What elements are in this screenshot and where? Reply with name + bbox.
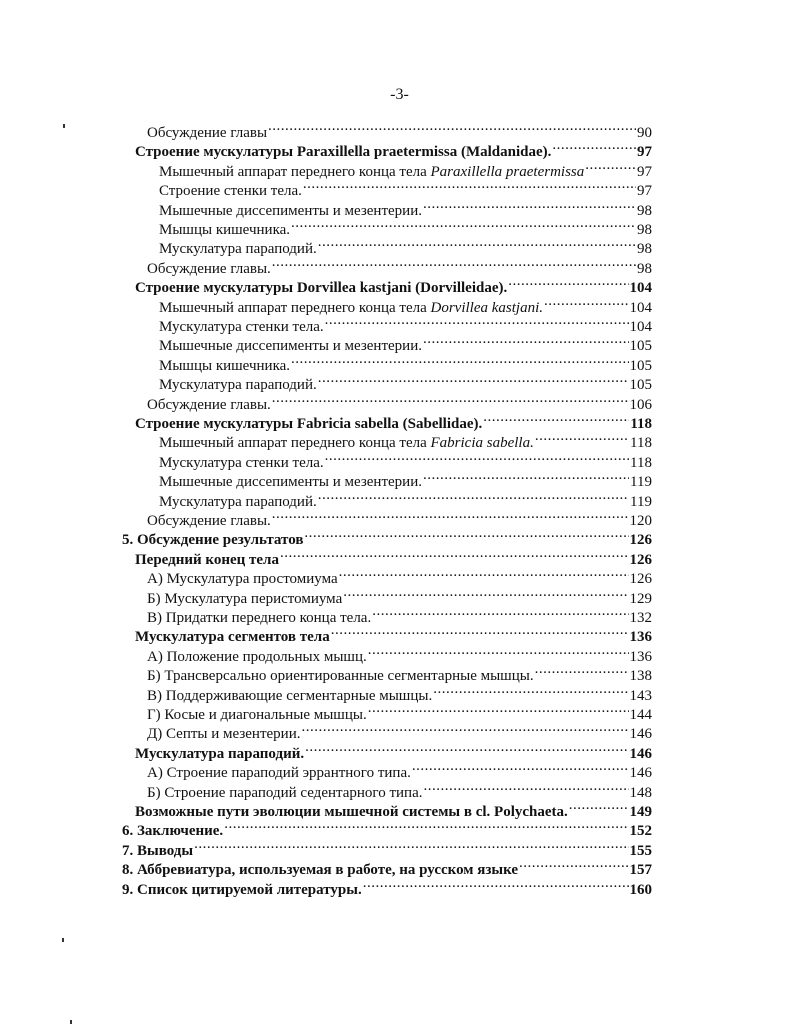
toc-entry-title: В) Придатки переднего конца тела. [147,610,372,626]
toc-entry [135,408,652,432]
toc-leader-dots [318,233,636,253]
toc-leader-dots [301,718,628,738]
toc-entry-page: 105 [629,357,652,374]
toc-entry-page: 160 [629,881,652,898]
toc-entry [159,156,652,180]
toc-leader-dots [325,447,629,467]
toc-entry-page: 104 [629,299,652,316]
toc-entry-title: Мышцы кишечника. [159,357,291,374]
toc-entry-title: Строение мускулатуры Fabricia sabella (Sabellidae). [135,416,483,432]
toc-entry-title: Б) Трансверсально ориентированные сегментарные мышцы. [147,668,534,685]
toc-entry-page: 119 [630,474,652,491]
toc-entry-title: А) Строение параподий эррантного типа. [147,765,411,782]
toc-entry-title: Мускулатура параподий. [159,241,317,258]
toc-entry-title: 6. Заключение. [122,823,224,840]
toc-entry-title: А) Мускулатура простомиума [147,571,338,588]
toc-entry-page: 97 [637,163,652,180]
toc-entry [147,777,652,801]
toc-leader-dots [343,583,628,603]
toc-leader-dots [423,777,628,797]
scan-speck [70,1020,72,1024]
toc-entry-page: 144 [629,707,652,723]
toc-leader-dots [339,563,629,583]
toc-leader-dots [585,156,636,176]
toc-entry-page: 98 [637,222,652,238]
toc-entry-title: 9. Список цитируемой литературы. [122,881,362,898]
toc-entry [147,563,652,588]
toc-entry [147,389,652,413]
toc-entry-title: Возможные пути эволюции мышечной системы в cl. Polychaeta. [135,804,568,820]
toc-entry [135,796,652,820]
toc-entry [159,486,652,510]
toc-entry-page: 126 [629,571,652,588]
toc-entry-page: 149 [629,804,652,820]
toc-entry-page: 98 [637,241,652,258]
toc-entry [147,602,652,626]
toc-leader-dots [280,544,629,564]
toc-entry [122,874,652,898]
toc-entry-page: 104 [629,319,652,335]
toc-entry [159,330,652,355]
toc-entry [135,544,652,568]
toc-entry-page: 138 [629,668,652,685]
toc-leader-dots [303,175,636,195]
toc-entry-page: 148 [629,784,652,801]
toc-entry [159,466,652,491]
toc-entry [122,835,652,859]
toc-leader-dots [372,602,628,622]
toc-entry-title: Строение мускулатуры Dorvillea kastjani (Dorvilleidae). [135,280,508,297]
toc-leader-dots [368,641,629,661]
toc-leader-dots [304,524,628,544]
toc-entry-page: 106 [629,396,652,413]
toc-entry-title: Мускулатура стенки тела. [159,319,324,335]
toc-entry-title: В) Поддерживающие сегментарные мышцы. [147,687,433,704]
toc-leader-dots [272,505,629,525]
toc-entry-title: 5. Обсуждение результатов [122,532,304,549]
toc-entry-page: 98 [637,202,652,219]
toc-entry [159,369,652,394]
toc-entry-page: 136 [629,648,652,665]
toc-entry [159,447,652,471]
toc-entry [147,117,652,141]
toc-entry [159,214,652,238]
toc-leader-dots [423,195,636,215]
toc-entry-page: 126 [629,532,652,549]
toc-leader-dots [412,757,629,777]
toc-entry [159,311,652,335]
toc-entry [159,292,652,316]
toc-entry-title: Строение мускулатуры Paraxillella praetermissa (Maldanidae). [135,144,552,161]
toc-entry [159,427,652,452]
toc-entry [159,175,652,200]
toc-entry-page: 118 [630,454,652,471]
toc-entry-title: Мышечные диссепименты и мезентерии. [159,202,422,219]
toc-leader-dots [552,136,636,156]
toc-entry [147,680,652,704]
toc-entry-title: Обсуждение главы. [147,513,271,529]
toc-entry-title: Мышечные диссепименты и мезентерии. [159,474,422,491]
toc-leader-dots [272,389,629,409]
toc-leader-dots [224,815,628,835]
toc-entry-title: 8. Аббревиатура, используемая в работе, на русском языке [122,862,519,879]
toc-entry-title: Обсуждение главы. [147,260,271,277]
toc-entry [147,699,652,723]
toc-entry-page: 97 [637,144,652,161]
toc-leader-dots [368,699,629,719]
toc-entry-page: 146 [629,745,652,762]
toc-entry [147,718,652,743]
toc-entry-page: 105 [629,338,652,355]
toc-entry-page: 90 [637,125,652,141]
toc-entry-page: 105 [629,377,652,394]
toc-leader-dots [272,253,636,273]
toc-leader-dots [318,369,629,389]
toc-leader-dots [291,214,636,234]
toc-entry-page: 120 [629,513,652,529]
toc-entry [122,854,652,879]
toc-entry-page: 97 [637,183,652,200]
toc-entry [122,815,652,840]
toc-leader-dots [194,835,628,855]
toc-entry [147,660,652,685]
toc-entry [135,621,652,646]
toc-entry-page: 118 [630,435,652,452]
toc-entry-title: Мускулатура параподий. [159,377,317,394]
toc-leader-dots [544,292,628,312]
toc-entry-title: Д) Септы и мезентерии. [147,726,301,743]
toc-entry-page: 118 [630,416,652,432]
toc-entry [122,524,652,549]
toc-entry-page: 104 [629,280,652,297]
toc-entry-page: 98 [637,260,652,277]
toc-entry-title: Передний конец тела [135,551,279,568]
toc-entry [159,350,652,374]
toc-entry-title: Мускулатура параподий. [135,745,305,762]
scan-speck [62,938,64,942]
toc-leader-dots [535,427,629,447]
toc-leader-dots [483,408,629,428]
scan-speck [63,124,65,128]
toc-entry [147,505,652,529]
toc-entry-title: Обсуждение главы. [147,396,271,413]
toc-entry [159,233,652,258]
toc-leader-dots [423,466,629,486]
toc-entry-page: 119 [630,493,652,510]
toc-leader-dots [535,660,629,680]
toc-entry [147,583,652,607]
toc-entry-page: 132 [629,610,652,626]
toc-leader-dots [519,854,628,874]
toc-entry-title: Мускулатура параподий. [159,493,317,510]
toc-leader-dots [268,117,636,137]
toc-entry-page: 126 [629,551,652,568]
toc-leader-dots [569,796,629,816]
toc-entry-title: Мышечные диссепименты и мезентерии. [159,338,422,355]
toc-leader-dots [325,311,629,331]
toc-entry-title: Мышечный аппарат переднего конца тела Dorvillea kastjani. [159,299,544,316]
toc-entry-title: Строение стенки тела. [159,183,302,200]
toc-entry-page: 157 [629,862,652,879]
toc-entry-title: Мышцы кишечника. [159,222,291,238]
toc-entry-page: 146 [629,765,652,782]
toc-leader-dots [423,330,629,350]
toc-entry-page: 129 [629,590,652,607]
toc-entry-page: 143 [629,687,652,704]
toc-leader-dots [318,486,629,506]
toc-leader-dots [363,874,629,894]
toc-entry-page: 155 [629,842,652,859]
toc-leader-dots [331,621,629,641]
toc-entry-title: Мышечный аппарат переднего конца тела Fabricia sabella. [159,435,534,452]
toc-leader-dots [305,738,628,758]
toc-leader-dots [508,272,628,292]
toc-entry-title: Б) Строение параподий седентарного типа. [147,784,423,801]
toc-leader-dots [291,350,628,370]
toc-entry [135,272,652,297]
toc-leader-dots [433,680,628,700]
toc-entry-title: Мускулатура сегментов тела [135,629,330,646]
toc-entry-page: 136 [629,629,652,646]
toc-entry [159,195,652,219]
toc-entry-title: 7. Выводы [122,842,194,859]
toc-entry [135,136,652,161]
toc-entry [147,641,652,665]
toc-entry-title: Мышечный аппарат переднего конца тела Paraxillella praetermissa [159,163,585,180]
toc-entry-title: А) Положение продольных мышц. [147,648,367,665]
toc-entry-title: Г) Косые и диагональные мышцы. [147,707,367,723]
toc-entry [147,757,652,782]
toc-entry [147,253,652,277]
toc-entry [135,738,652,762]
toc-entry-title: Обсуждение главы [147,125,268,141]
toc-entry-title: Мускулатура стенки тела. [159,454,324,471]
toc-entry-page: 146 [629,726,652,743]
toc-entry-title: Б) Мускулатура перистомиума [147,590,343,607]
page-number: -3- [390,86,409,103]
toc-entry-page: 152 [629,823,652,840]
